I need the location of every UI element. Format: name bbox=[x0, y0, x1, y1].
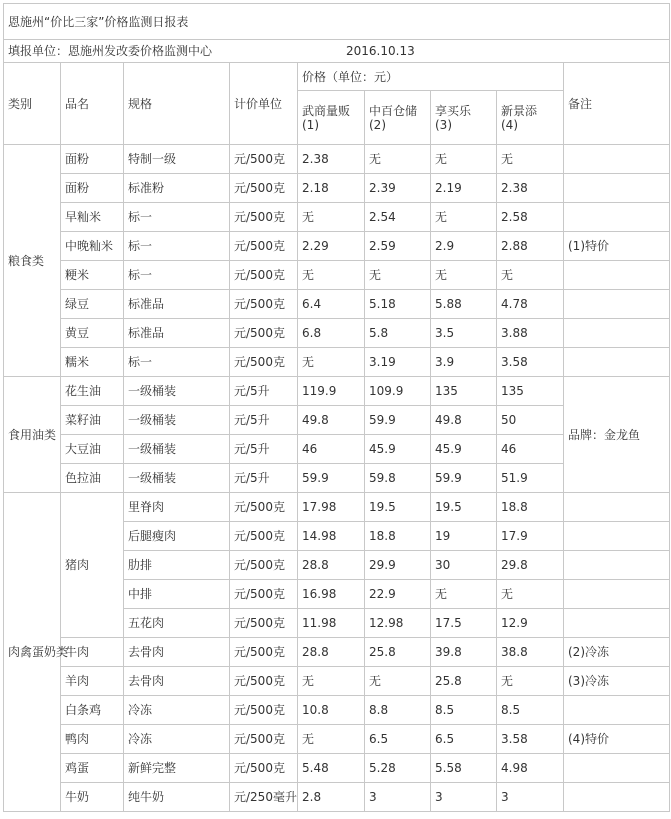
price-store-1: 6.4 bbox=[298, 290, 365, 319]
item-remark bbox=[564, 580, 670, 609]
item-unit: 元/500克 bbox=[230, 522, 298, 551]
store-number: (3) bbox=[435, 117, 452, 132]
price-store-2: 5.8 bbox=[365, 319, 431, 348]
price-store-1: 5.48 bbox=[298, 754, 365, 783]
item-unit: 元/5升 bbox=[230, 406, 298, 435]
price-store-4: 3.58 bbox=[497, 348, 564, 377]
price-store-4: 50 bbox=[497, 406, 564, 435]
item-unit: 元/500克 bbox=[230, 551, 298, 580]
store-name: 武商量贩 bbox=[302, 103, 351, 118]
category-grain: 粮食类 bbox=[4, 145, 61, 377]
item-name: 鸡蛋 bbox=[61, 754, 124, 783]
price-store-2: 45.9 bbox=[365, 435, 431, 464]
item-spec: 标准品 bbox=[124, 319, 230, 348]
price-store-2: 19.5 bbox=[365, 493, 431, 522]
table-row bbox=[4, 319, 670, 348]
price-store-2: 59.9 bbox=[365, 406, 431, 435]
price-store-3: 3.5 bbox=[431, 319, 497, 348]
item-remark bbox=[564, 319, 670, 348]
price-store-1: 10.8 bbox=[298, 696, 365, 725]
store-number: (2) bbox=[369, 117, 386, 132]
price-store-1: 119.9 bbox=[298, 377, 365, 406]
price-store-3: 25.8 bbox=[431, 667, 497, 696]
price-store-1: 14.98 bbox=[298, 522, 365, 551]
price-store-2: 5.28 bbox=[365, 754, 431, 783]
item-spec: 标准品 bbox=[124, 290, 230, 319]
item-name: 色拉油 bbox=[61, 464, 124, 493]
price-store-3: 17.5 bbox=[431, 609, 497, 638]
price-store-2: 2.39 bbox=[365, 174, 431, 203]
table-row bbox=[4, 203, 670, 232]
header-store-3 bbox=[431, 91, 497, 145]
item-unit: 元/5升 bbox=[230, 435, 298, 464]
item-name: 粳米 bbox=[61, 261, 124, 290]
item-name: 白条鸡 bbox=[61, 696, 124, 725]
price-store-4: 18.8 bbox=[497, 493, 564, 522]
report-unit-row bbox=[4, 40, 670, 63]
price-store-2: 25.8 bbox=[365, 638, 431, 667]
item-spec: 一级桶装 bbox=[124, 406, 230, 435]
item-name: 黄豆 bbox=[61, 319, 124, 348]
item-unit: 元/500克 bbox=[230, 754, 298, 783]
table-row bbox=[4, 638, 670, 667]
price-store-1: 28.8 bbox=[298, 551, 365, 580]
price-store-1: 16.98 bbox=[298, 580, 365, 609]
price-store-2: 6.5 bbox=[365, 725, 431, 754]
price-store-2: 12.98 bbox=[365, 609, 431, 638]
store-number: (4) bbox=[501, 117, 518, 132]
price-store-1: 46 bbox=[298, 435, 365, 464]
price-store-4: 3 bbox=[497, 783, 564, 812]
price-store-3: 59.9 bbox=[431, 464, 497, 493]
item-remark bbox=[564, 290, 670, 319]
price-store-1: 无 bbox=[298, 667, 365, 696]
item-unit: 元/5升 bbox=[230, 464, 298, 493]
price-store-4: 2.58 bbox=[497, 203, 564, 232]
item-remark bbox=[564, 493, 670, 522]
price-store-2: 无 bbox=[365, 145, 431, 174]
price-store-1: 2.18 bbox=[298, 174, 365, 203]
header-unit: 计价单位 bbox=[230, 63, 298, 145]
item-name: 羊肉 bbox=[61, 667, 124, 696]
price-store-4: 8.5 bbox=[497, 696, 564, 725]
item-unit: 元/500克 bbox=[230, 696, 298, 725]
item-spec: 特制一级 bbox=[124, 145, 230, 174]
item-unit: 元/500克 bbox=[230, 348, 298, 377]
price-store-1: 6.8 bbox=[298, 319, 365, 348]
item-spec: 纯牛奶 bbox=[124, 783, 230, 812]
item-spec: 一级桶装 bbox=[124, 464, 230, 493]
item-name: 大豆油 bbox=[61, 435, 124, 464]
store-number: (1) bbox=[302, 117, 319, 132]
price-store-3: 无 bbox=[431, 145, 497, 174]
price-store-3: 3.9 bbox=[431, 348, 497, 377]
item-unit: 元/500克 bbox=[230, 725, 298, 754]
item-remark bbox=[564, 522, 670, 551]
price-store-4: 46 bbox=[497, 435, 564, 464]
report-title: 恩施州“价比三家”价格监测日报表 bbox=[4, 4, 670, 40]
item-remark bbox=[564, 551, 670, 580]
price-store-3: 135 bbox=[431, 377, 497, 406]
item-spec: 五花肉 bbox=[124, 609, 230, 638]
item-spec: 冷冻 bbox=[124, 725, 230, 754]
item-name: 糯米 bbox=[61, 348, 124, 377]
price-store-1: 2.29 bbox=[298, 232, 365, 261]
item-name: 中晚籼米 bbox=[61, 232, 124, 261]
price-store-3: 2.9 bbox=[431, 232, 497, 261]
price-store-3: 2.19 bbox=[431, 174, 497, 203]
price-store-3: 6.5 bbox=[431, 725, 497, 754]
store-name: 享买乐 bbox=[435, 103, 472, 118]
header-category: 类别 bbox=[4, 63, 61, 145]
item-spec: 标一 bbox=[124, 348, 230, 377]
price-store-4: 无 bbox=[497, 667, 564, 696]
header-price-group: 价格（单位：元） bbox=[298, 63, 564, 91]
table-row bbox=[4, 377, 670, 406]
price-store-4: 135 bbox=[497, 377, 564, 406]
item-remark bbox=[564, 696, 670, 725]
price-store-2: 3 bbox=[365, 783, 431, 812]
item-name: 鸭肉 bbox=[61, 725, 124, 754]
price-store-2: 无 bbox=[365, 667, 431, 696]
table-row bbox=[4, 783, 670, 812]
item-remark bbox=[564, 609, 670, 638]
header-name: 品名 bbox=[61, 63, 124, 145]
price-store-3: 19.5 bbox=[431, 493, 497, 522]
item-remark: (4)特价 bbox=[564, 725, 670, 754]
price-store-3: 19 bbox=[431, 522, 497, 551]
table-row bbox=[4, 754, 670, 783]
item-unit: 元/500克 bbox=[230, 203, 298, 232]
item-name: 早籼米 bbox=[61, 203, 124, 232]
item-spec: 标一 bbox=[124, 261, 230, 290]
table-row bbox=[4, 725, 670, 754]
item-unit: 元/500克 bbox=[230, 290, 298, 319]
price-store-4: 2.88 bbox=[497, 232, 564, 261]
price-store-1: 17.98 bbox=[298, 493, 365, 522]
price-store-3: 3 bbox=[431, 783, 497, 812]
price-store-4: 4.78 bbox=[497, 290, 564, 319]
item-name: 牛肉 bbox=[61, 638, 124, 667]
price-store-3: 无 bbox=[431, 261, 497, 290]
header-store-1 bbox=[298, 91, 365, 145]
item-spec: 中排 bbox=[124, 580, 230, 609]
item-spec: 标一 bbox=[124, 232, 230, 261]
item-remark: (1)特价 bbox=[564, 232, 670, 261]
item-unit: 元/5升 bbox=[230, 377, 298, 406]
price-store-4: 38.8 bbox=[497, 638, 564, 667]
item-spec: 一级桶装 bbox=[124, 377, 230, 406]
price-store-3: 39.8 bbox=[431, 638, 497, 667]
item-remark bbox=[564, 348, 670, 377]
price-store-2: 2.59 bbox=[365, 232, 431, 261]
header-spec: 规格 bbox=[124, 63, 230, 145]
item-name: 面粉 bbox=[61, 145, 124, 174]
price-store-1: 11.98 bbox=[298, 609, 365, 638]
price-store-3: 45.9 bbox=[431, 435, 497, 464]
price-store-2: 109.9 bbox=[365, 377, 431, 406]
item-name: 花生油 bbox=[61, 377, 124, 406]
price-store-4: 3.88 bbox=[497, 319, 564, 348]
price-store-4: 无 bbox=[497, 261, 564, 290]
price-store-2: 59.8 bbox=[365, 464, 431, 493]
price-store-3: 5.58 bbox=[431, 754, 497, 783]
price-store-3: 8.5 bbox=[431, 696, 497, 725]
item-remark bbox=[564, 261, 670, 290]
item-remark bbox=[564, 783, 670, 812]
price-store-3: 49.8 bbox=[431, 406, 497, 435]
price-store-4: 51.9 bbox=[497, 464, 564, 493]
report-date: 2016.10.13 bbox=[346, 44, 415, 58]
price-store-1: 2.8 bbox=[298, 783, 365, 812]
header-store-2 bbox=[365, 91, 431, 145]
price-store-4: 3.58 bbox=[497, 725, 564, 754]
price-store-2: 29.9 bbox=[365, 551, 431, 580]
unit-label: 填报单位：恩施州发改委价格监测中心 bbox=[8, 44, 213, 58]
item-unit: 元/500克 bbox=[230, 667, 298, 696]
price-store-2: 5.18 bbox=[365, 290, 431, 319]
price-store-4: 无 bbox=[497, 580, 564, 609]
price-store-2: 3.19 bbox=[365, 348, 431, 377]
item-spec: 一级桶装 bbox=[124, 435, 230, 464]
price-store-4: 2.38 bbox=[497, 174, 564, 203]
item-unit: 元/500克 bbox=[230, 319, 298, 348]
item-remark bbox=[564, 203, 670, 232]
item-unit: 元/250毫升 bbox=[230, 783, 298, 812]
price-store-1: 无 bbox=[298, 725, 365, 754]
price-store-1: 59.9 bbox=[298, 464, 365, 493]
price-store-4: 无 bbox=[497, 145, 564, 174]
price-store-1: 无 bbox=[298, 261, 365, 290]
table-row bbox=[4, 145, 670, 174]
header-store-4 bbox=[497, 91, 564, 145]
item-unit: 元/500克 bbox=[230, 609, 298, 638]
item-unit: 元/500克 bbox=[230, 145, 298, 174]
item-spec: 去骨肉 bbox=[124, 638, 230, 667]
item-spec: 标准粉 bbox=[124, 174, 230, 203]
price-store-3: 无 bbox=[431, 580, 497, 609]
price-table bbox=[3, 3, 670, 812]
item-spec: 新鲜完整 bbox=[124, 754, 230, 783]
price-store-2: 8.8 bbox=[365, 696, 431, 725]
item-name: 绿豆 bbox=[61, 290, 124, 319]
item-remark: (3)冷冻 bbox=[564, 667, 670, 696]
price-store-3: 无 bbox=[431, 203, 497, 232]
item-spec: 肋排 bbox=[124, 551, 230, 580]
table-row bbox=[4, 290, 670, 319]
item-spec: 去骨肉 bbox=[124, 667, 230, 696]
item-unit: 元/500克 bbox=[230, 232, 298, 261]
item-remark bbox=[564, 754, 670, 783]
store-name: 中百仓储 bbox=[369, 103, 418, 118]
item-unit: 元/500克 bbox=[230, 493, 298, 522]
price-store-1: 49.8 bbox=[298, 406, 365, 435]
table-row bbox=[4, 232, 670, 261]
price-store-2: 22.9 bbox=[365, 580, 431, 609]
category-meat: 肉禽蛋奶类 bbox=[4, 493, 61, 812]
item-unit: 元/500克 bbox=[230, 638, 298, 667]
price-store-4: 12.9 bbox=[497, 609, 564, 638]
category-oil: 食用油类 bbox=[4, 377, 61, 493]
price-store-1: 无 bbox=[298, 203, 365, 232]
item-spec: 标一 bbox=[124, 203, 230, 232]
item-spec: 里脊肉 bbox=[124, 493, 230, 522]
table-row bbox=[4, 696, 670, 725]
oil-brand-remark: 品牌：金龙鱼 bbox=[564, 377, 670, 493]
item-spec: 后腿瘦肉 bbox=[124, 522, 230, 551]
table-row bbox=[4, 348, 670, 377]
item-remark: (2)冷冻 bbox=[564, 638, 670, 667]
price-store-4: 4.98 bbox=[497, 754, 564, 783]
item-remark bbox=[564, 174, 670, 203]
price-store-4: 17.9 bbox=[497, 522, 564, 551]
price-store-2: 无 bbox=[365, 261, 431, 290]
item-unit: 元/500克 bbox=[230, 174, 298, 203]
price-store-1: 无 bbox=[298, 348, 365, 377]
item-name: 面粉 bbox=[61, 174, 124, 203]
table-row bbox=[4, 174, 670, 203]
item-name-pork: 猪肉 bbox=[61, 493, 124, 638]
price-store-2: 2.54 bbox=[365, 203, 431, 232]
item-remark bbox=[564, 145, 670, 174]
price-store-3: 5.88 bbox=[431, 290, 497, 319]
item-unit: 元/500克 bbox=[230, 261, 298, 290]
item-name: 菜籽油 bbox=[61, 406, 124, 435]
store-name: 新景添 bbox=[501, 103, 538, 118]
item-name: 牛奶 bbox=[61, 783, 124, 812]
table-row bbox=[4, 667, 670, 696]
price-store-1: 2.38 bbox=[298, 145, 365, 174]
item-spec: 冷冻 bbox=[124, 696, 230, 725]
header-remark: 备注 bbox=[564, 63, 670, 145]
item-unit: 元/500克 bbox=[230, 580, 298, 609]
table-row bbox=[4, 261, 670, 290]
table-row bbox=[4, 493, 670, 522]
price-store-1: 28.8 bbox=[298, 638, 365, 667]
price-store-4: 29.8 bbox=[497, 551, 564, 580]
price-store-2: 18.8 bbox=[365, 522, 431, 551]
price-store-3: 30 bbox=[431, 551, 497, 580]
